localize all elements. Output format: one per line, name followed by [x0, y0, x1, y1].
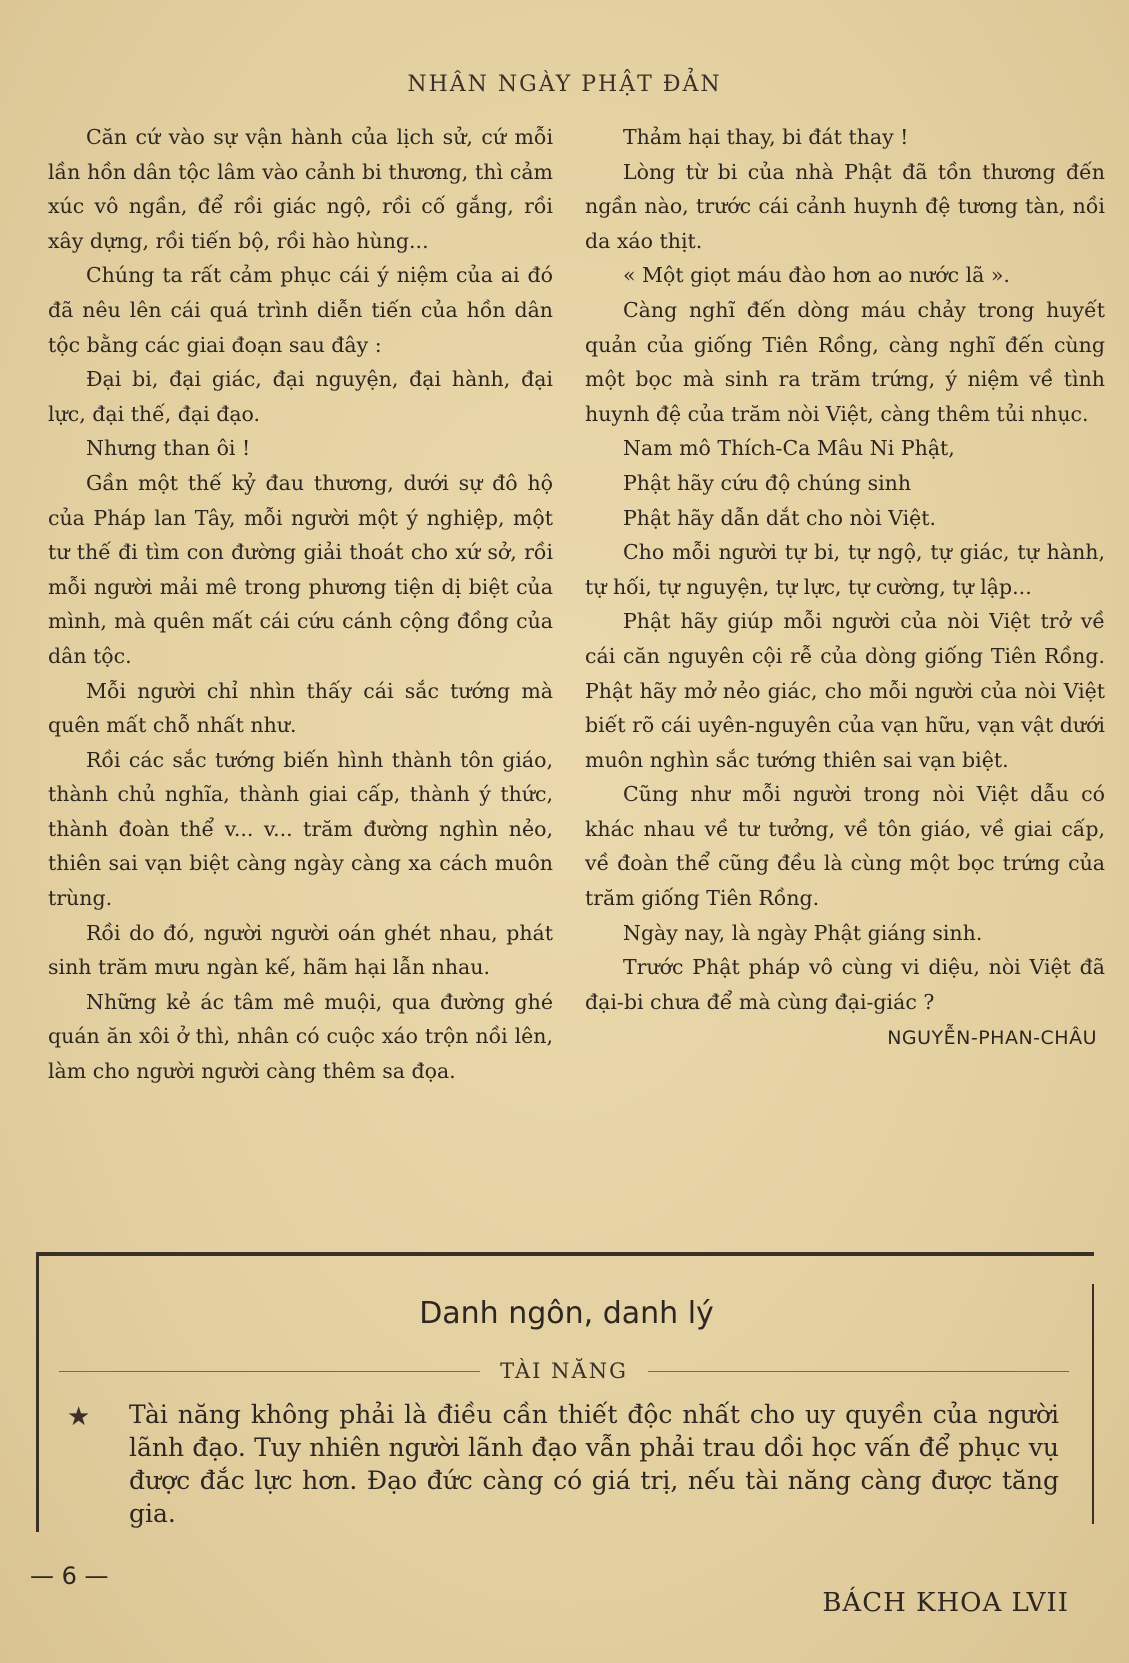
box-subtitle: TÀI NĂNG — [500, 1359, 628, 1383]
paragraph: Trước Phật pháp vô cùng vi diệu, nòi Việt đã đại-bi chưa để mà cùng đại-giác ? — [585, 955, 1105, 1014]
right-column — [585, 120, 1105, 1056]
paragraph: Mỗi người chỉ nhìn thấy cái sắc tướng mà quên mất chỗ nhất như. — [48, 678, 553, 738]
paragraph: Gần một thế kỷ đau thương, dưới sự đô hộ của Pháp lan Tây, mỗi người một ý nghiệp, một tư thế đi tìm con đường giải thoát cho xứ sở, rồi mỗi người mải mê trong phương tiện dị biệt của mình, mà quên mất cái cứu cánh cộng đồng của dân tộc. — [48, 470, 553, 668]
paragraph: Rồi do đó, người người oán ghét nhau, phát sinh trăm mưu ngàn kế, hãm hại lẫn nhau. — [48, 920, 553, 980]
paragraph: Căn cứ vào sự vận hành của lịch sử, cứ mỗi lần hồn dân tộc lâm vào cảnh bi thương, thì cảm xúc vô ngần, để rồi giác ngộ, rồi cố gắng, rồi xây dựng, rồi tiến bộ, rồi hào hùng... — [48, 125, 553, 253]
prayer-line: Phật hãy cứu độ chúng sinh — [623, 470, 912, 495]
paragraph: Ngày nay, là ngày Phật giáng sinh. — [623, 920, 983, 945]
running-head: NHÂN NGÀY PHẬT ĐẢN — [407, 72, 722, 97]
box-subtitle-row — [59, 1356, 1069, 1386]
divider — [59, 1371, 480, 1372]
paragraph: Lòng từ bi của nhà Phật đã tồn thương đến ngần nào, trước cái cảnh huynh đệ tương tàn, nồi da xáo thịt. — [585, 159, 1105, 253]
paragraph: Rồi các sắc tướng biến hình thành tôn giáo, thành chủ nghĩa, thành giai cấp, thành ý thức, thành đoàn thể v... v... trăm đường nghìn nẻo, thiên sai vạn biệt càng ngày càng xa cách muôn trùng. — [48, 747, 553, 911]
paragraph: Phật hãy giúp mỗi người của nòi Việt trở về cái căn nguyên cội rễ của dòng giống Tiên Rồng. Phật hãy mở nẻo giác, cho mỗi người của nòi Việt biết rõ cái uyên-nguyên của vạn hữu, vạn vật dưới muôn nghìn sắc tướng thiên sai vạn biệt. — [585, 609, 1105, 772]
quote-line: « Một giọt máu đào hơn ao nước lã ». — [623, 263, 1010, 288]
divider — [648, 1371, 1069, 1372]
prayer-line: Phật hãy dẫn dắt cho nòi Việt. — [623, 505, 937, 530]
left-column — [48, 120, 553, 1089]
paragraph: Cũng như mỗi người trong nòi Việt dẫu có khác nhau về tư tưởng, về tôn giáo, về giai cấp, về đoàn thể cũng đều là cùng một bọc trứng của trăm giống Tiên Rồng. — [585, 782, 1105, 911]
paragraph: Đại bi, đại giác, đại nguyện, đại hành, đại lực, đại thế, đại đạo. — [48, 367, 553, 426]
paragraph: Càng nghĩ đến dòng máu chảy trong huyết quản của giống Tiên Rồng, càng nghĩ đến cùng một bọc mà sinh ra trăm trứng, ý niệm về tình huynh đệ của trăm nòi Việt, càng thêm tủi nhục. — [585, 297, 1105, 426]
paragraph: Chúng ta rất cảm phục cái ý niệm của ai đó đã nêu lên cái quá trình diễn tiến của hồn dân tộc bằng các giai đoạn sau đây : — [48, 263, 553, 357]
star-icon: ★ — [67, 1402, 91, 1432]
prayer-line: Nam mô Thích-Ca Mâu Ni Phật, — [623, 436, 955, 461]
magazine-name: BÁCH KHOA LVII — [822, 1588, 1069, 1618]
paragraph: Nhưng than ôi ! — [86, 436, 251, 461]
page-number: — 6 — — [30, 1562, 109, 1590]
quote-box — [36, 1252, 1094, 1532]
paragraph: Thảm hại thay, bi đát thay ! — [623, 125, 909, 149]
paragraph: Cho mỗi người tự bi, tự ngộ, tự giác, tự hành, tự hối, tự nguyện, tự lực, tự cường, tự lập... — [585, 540, 1105, 599]
paragraph: Những kẻ ác tâm mê muội, qua đường ghé quán ăn xôi ở thì, nhân có cuộc xáo trộn nồi lên, làm cho người người càng thêm sa đọa. — [48, 989, 553, 1084]
author-signature: NGUYỄN-PHAN-CHÂU — [887, 1027, 1097, 1050]
box-title: Danh ngôn, danh lý — [419, 1296, 714, 1331]
box-quote: Tài năng không phải là điều cần thiết độc nhất cho uy quyền của người lãnh đạo. Tuy nhiên người lãnh đạo vẫn phải trau dồi học vấn để phục vụ được đắc lực hơn. Đạo đức càng có giá trị, nếu tài năng càng được tăng gia. — [129, 1400, 1059, 1528]
